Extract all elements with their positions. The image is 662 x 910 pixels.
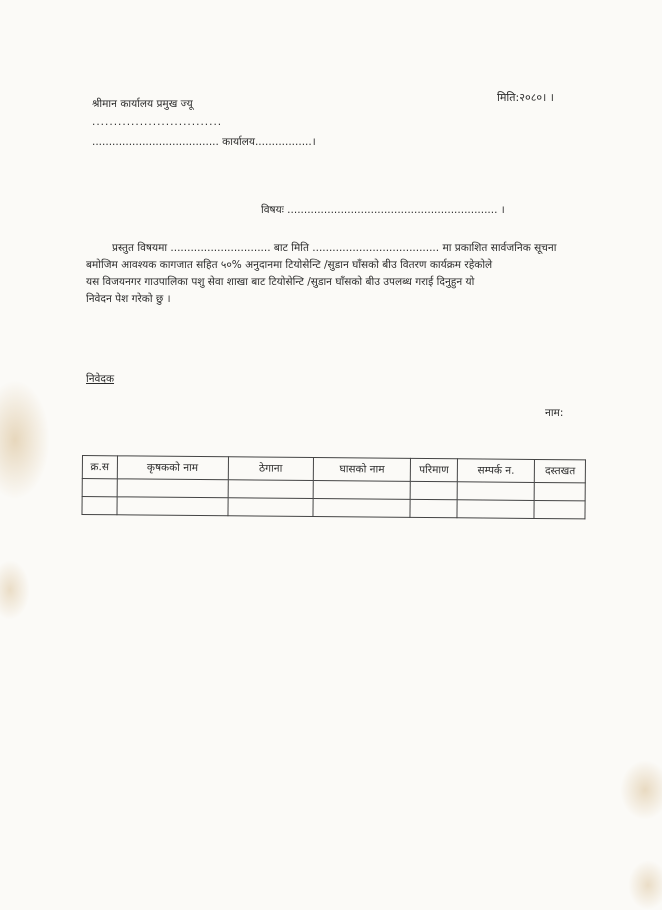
letter-date: मिति:२०८०। । xyxy=(497,91,554,104)
table-cell xyxy=(410,499,457,517)
table-cell xyxy=(228,498,314,517)
table-cell xyxy=(534,500,585,518)
col-contact: सम्पर्क न. xyxy=(457,459,535,483)
col-serial: क्र.स xyxy=(82,456,117,479)
applicant-label: निवेदक xyxy=(86,373,115,385)
table-cell xyxy=(82,497,117,515)
subject-line: विषयः ............................................................... । xyxy=(261,204,505,216)
table-row xyxy=(82,497,585,519)
addressee-blank-line: .............................. xyxy=(92,116,223,128)
scan-stain xyxy=(0,560,30,620)
table-cell xyxy=(313,481,410,500)
table-cell xyxy=(228,480,314,499)
col-farmer-name: कृषकको नाम xyxy=(117,456,228,480)
name-label: नाम: xyxy=(545,407,564,419)
table-cell xyxy=(457,500,535,519)
table-cell xyxy=(117,479,228,498)
col-grass-name: घासको नाम xyxy=(313,458,410,482)
table-cell xyxy=(457,482,535,501)
scan-stain xyxy=(620,760,662,820)
table-cell xyxy=(82,479,117,497)
body-line: यस विजयनगर गाउपालिका पशु सेवा शाखा बाट टियोसेन्टि /सुडान घाँसको बीउ उपलब्ध गराई दिनुहुन यो xyxy=(86,276,475,288)
body-line: बमोजिम आवश्यक कागजात सहित ५०% अनुदानमा टियोसेन्टि /सुडान घाँसको बीउ वितरण कार्यक्रम रहेकोले xyxy=(86,259,493,271)
col-address: ठेगाना xyxy=(228,457,314,481)
addressee-office-line: ...................................... कार्यालय.................। xyxy=(92,136,316,148)
body-line: निवेदन पेश गरेको छु । xyxy=(86,293,171,305)
col-signature: दस्तखत xyxy=(535,459,586,482)
scan-stain xyxy=(628,860,662,910)
table-cell xyxy=(535,482,586,500)
addressee-title: श्रीमान कार्यालय प्रमुख ज्यू xyxy=(92,98,193,110)
applicant-table xyxy=(81,455,586,519)
body-line: प्रस्तुत विषयमा .............................. बाट मिति ...................................... मा प्रकाशित सार्वजनिक सूचना xyxy=(112,242,557,254)
col-quantity: परिमाण xyxy=(411,458,458,481)
table-cell xyxy=(313,499,410,518)
table-cell xyxy=(117,497,228,516)
table-cell xyxy=(410,481,457,499)
scan-stain xyxy=(0,380,50,500)
letter-body xyxy=(86,240,596,308)
